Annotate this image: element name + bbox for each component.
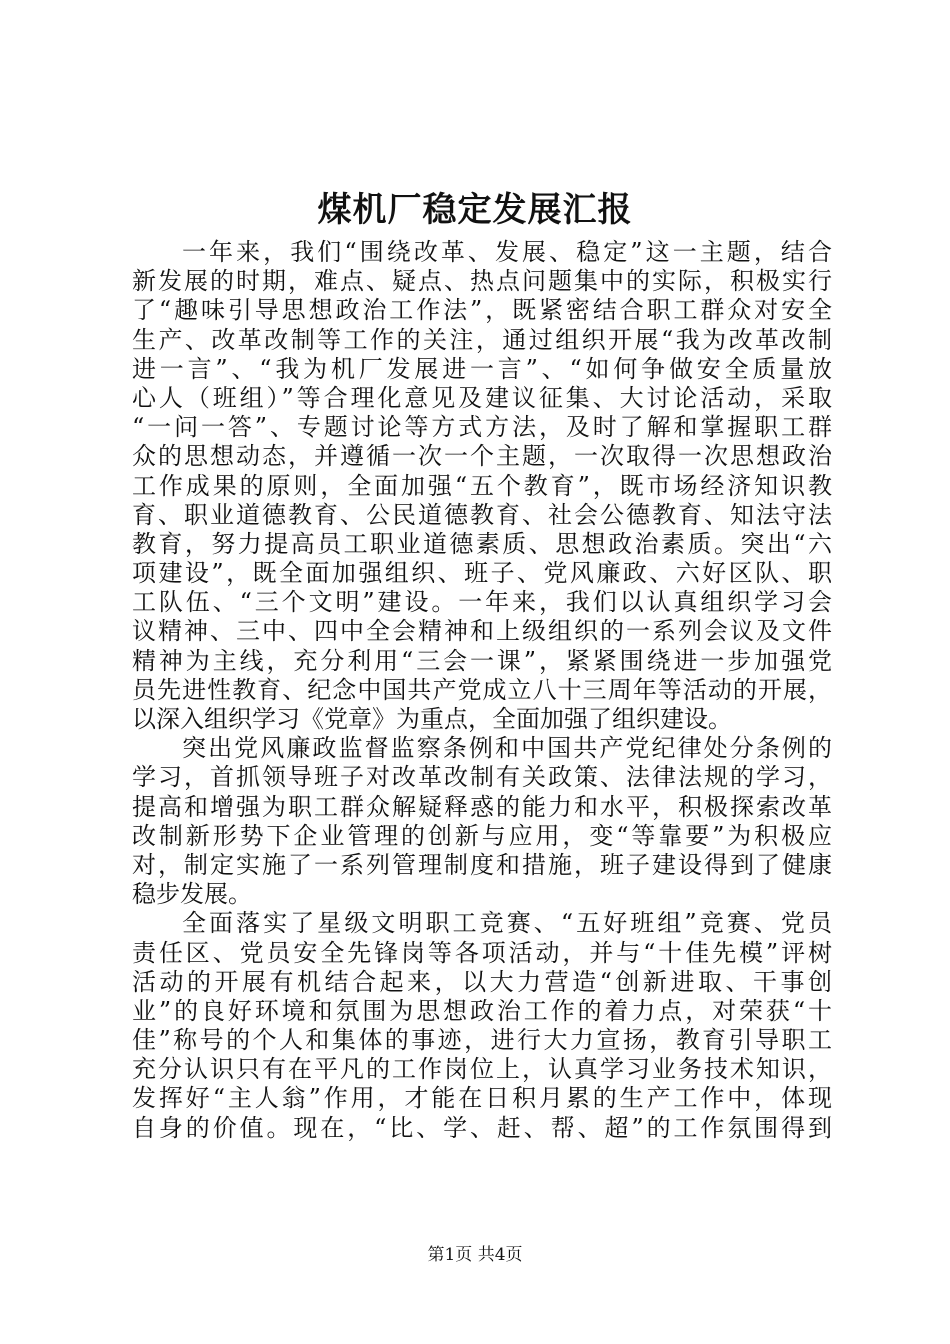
paragraph-line: 提高和增强为职工群众解疑释惑的能力和水平，积极探索改革 bbox=[132, 792, 832, 821]
paragraph-line: 全面落实了星级文明职工竞赛、“五好班组”竞赛、党员 bbox=[182, 909, 832, 938]
paragraph-line: 教育，努力提高员工职业道德素质、思想政治素质。突出“六 bbox=[132, 529, 832, 558]
paragraph-line: 活动的开展有机结合起来，以大力营造“创新进取、干事创 bbox=[132, 967, 832, 996]
paragraph-line: 生产、改革改制等工作的关注，通过组织开展“我为改革改制 bbox=[132, 325, 832, 354]
paragraph-line: 以深入组织学习《党章》为重点，全面加强了组织建设。 bbox=[132, 705, 732, 733]
paragraph-line: 育、职业道德教育、公民道德教育、社会公德教育、知法守法 bbox=[132, 500, 832, 529]
paragraph-line: 业”的良好环境和氛围为思想政治工作的着力点，对荣获“十 bbox=[132, 996, 832, 1025]
paragraph-line: 众的思想动态，并遵循一次一个主题，一次取得一次思想政治 bbox=[132, 442, 832, 471]
paragraph-line: “一问一答”、专题讨论等方式方法，及时了解和掌握职工群 bbox=[132, 413, 832, 442]
paragraph-line: 稳步发展。 bbox=[132, 880, 252, 909]
paragraph-line: 了“趣味引导思想政治工作法”，既紧密结合职工群众对安全 bbox=[132, 296, 832, 325]
paragraph-line: 工队伍、“三个文明”建设。一年来，我们以认真组织学习会 bbox=[132, 588, 832, 617]
paragraph-line: 项建设”，既全面加强组织、班子、党风廉政、六好区队、职 bbox=[132, 559, 832, 588]
paragraph-line: 突出党风廉政监督监察条例和中国共产党纪律处分条例的 bbox=[182, 734, 832, 763]
paragraph-line: 进一言”、“我为机厂发展进一言”、“如何争做安全质量放 bbox=[132, 354, 832, 383]
page-title: 煤机厂稳定发展汇报 bbox=[317, 190, 633, 230]
paragraph-line: 心人（班组）”等合理化意见及建议征集、大讨论活动，采取 bbox=[132, 383, 832, 412]
paragraph-line: 充分认识只有在平凡的工作岗位上，认真学习业务技术知识， bbox=[132, 1055, 832, 1084]
document-body bbox=[132, 238, 832, 1143]
paragraph-line: 佳”称号的个人和集体的事迹，进行大力宣扬，教育引导职工 bbox=[132, 1026, 832, 1055]
paragraph-line: 议精神、三中、四中全会精神和上级组织的一系列会议及文件 bbox=[132, 617, 832, 646]
paragraph-line: 一年来，我们“围绕改革、发展、稳定”这一主题，结合 bbox=[182, 238, 832, 266]
paragraph-line: 工作成果的原则，全面加强“五个教育”，既市场经济知识教 bbox=[132, 471, 832, 500]
paragraph-line: 对，制定实施了一系列管理制度和措施，班子建设得到了健康 bbox=[132, 850, 832, 879]
paragraph-line: 新发展的时期，难点、疑点、热点问题集中的实际，积极实行 bbox=[132, 267, 832, 296]
paragraph-line: 学习，首抓领导班子对改革改制有关政策、法律法规的学习， bbox=[132, 763, 832, 792]
paragraph-line: 改制新形势下企业管理的创新与应用，变“等靠要”为积极应 bbox=[132, 821, 832, 850]
paragraph-line: 自身的价值。现在，“比、学、赶、帮、超”的工作氛围得到 bbox=[132, 1113, 832, 1142]
paragraph-line: 员先进性教育、纪念中国共产党成立八十三周年等活动的开展， bbox=[132, 675, 832, 704]
paragraph-line: 责任区、党员安全先锋岗等各项活动，并与“十佳先模”评树 bbox=[132, 938, 832, 967]
paragraph-line: 精神为主线，充分利用“三会一课”，紧紧围绕进一步加强党 bbox=[132, 646, 832, 675]
page-number-footer: 第1页 共4页 bbox=[427, 1245, 523, 1265]
paragraph-line: 发挥好“主人翁”作用，才能在日积月累的生产工作中，体现 bbox=[132, 1084, 832, 1113]
